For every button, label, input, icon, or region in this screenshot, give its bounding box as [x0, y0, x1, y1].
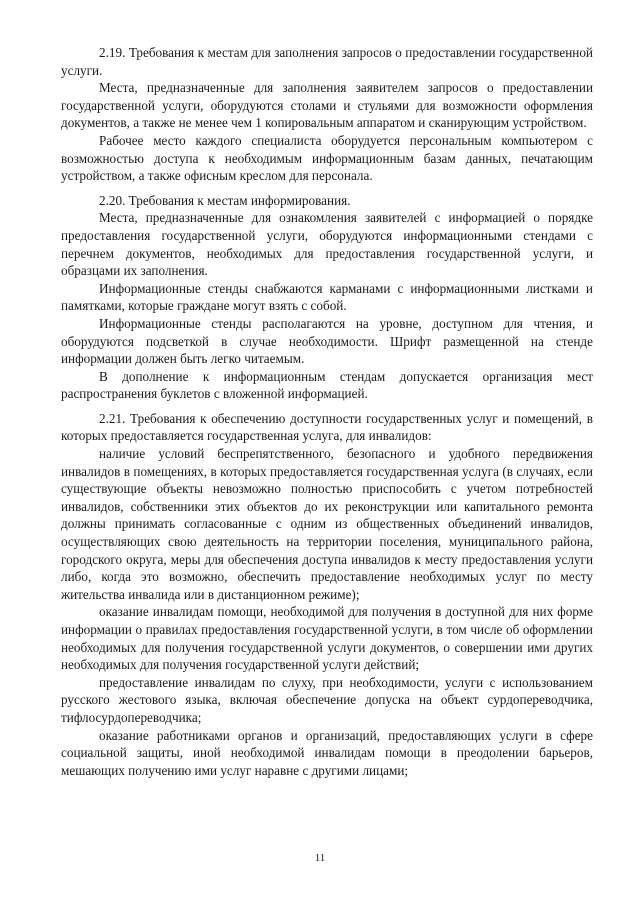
paragraph: Рабочее место каждого специалиста оборудуется персональным компьютером с возможностью доступа к необходимым информационным базам данных, печатающим устройством, а также офисным креслом для персонала. — [61, 132, 593, 184]
list-item: наличие условий беспрепятственного, безопасного и удобного передвижения инвалидов в помещениях, в которых предоставляется государственная услуга (в случаях, если существующие объекты невозможно полностью приспособить с учетом потребностей инвалидов, собственники этих объектов до их реконструкции или капитального ремонта должны принимать согласованные с одним из общественных объединений инвалидов, осуществляющих свою деятельность на территории поселения, муниципального района, городского округа, меры для обеспечения доступа инвалидов к месту предоставления услуги либо, когда это возможно, обеспечить предоставление необходимых услуг по месту жительства инвалида или в дистанционном режиме); — [61, 446, 593, 602]
section-heading-2-20: 2.20. Требования к местам информирования. — [99, 192, 351, 208]
list-item: оказание работниками органов и организаций, предоставляющих услуги в сфере социальной защиты, иной необходимой инвалидам помощи в преодолении барьеров, мешающих получению ими услуг наравне с другими лицами; — [61, 727, 593, 778]
paragraph: Информационные стенды располагаются на уровне, доступном для чтения, и оборудуются подсветкой в случае необходимости. Шрифт размещенной на стенде информации должен быть легко читаемым. — [61, 315, 593, 367]
paragraph: Места, предназначенные для ознакомления заявителей с информацией о порядке предоставления государственной услуги, оборудуются информационными стендами с перечнем документов, необходимых для предоставления государственной услуги, и образцами их заполнения. — [61, 210, 593, 279]
list-item: оказание инвалидам помощи, необходимой для получения в доступной для них форме информации о правилах предоставления государственной услуги, в том числе об оформлении необходимых для получения государственной услуги документов, о совершении ими других необходимых для получения государственной услуги действий; — [61, 604, 593, 673]
paragraph: Информационные стенды снабжаются карманами с информационными листками и памятками, которые граждане могут взять с собой. — [61, 280, 593, 314]
document-body — [61, 44, 593, 779]
paragraph: Места, предназначенные для заполнения заявителем запросов о предоставлении государственной услуги, оборудуются столами и стульями для возможности оформления документов, а также не менее чем 1 копировальным аппаратом и сканирующим устройством. — [61, 80, 593, 131]
list-item: предоставление инвалидам по слуху, при необходимости, услуги с использованием русского жестового языка, включая обеспечение допуска на объект сурдопереводчика, тифлосурдопереводчика; — [61, 674, 593, 725]
section-heading-2-21: 2.21. Требования к обеспечению доступности государственных услуг и помещений, в которых предоставляется государственная услуга, для инвалидов: — [61, 410, 593, 444]
page-number: 11 — [314, 852, 326, 864]
paragraph: В дополнение к информационным стендам допускается организация мест распространения буклетов с вложенной информацией. — [61, 368, 593, 402]
section-heading-2-19: 2.19. Требования к местам для заполнения запросов о предоставлении государственной услуги. — [61, 45, 593, 78]
